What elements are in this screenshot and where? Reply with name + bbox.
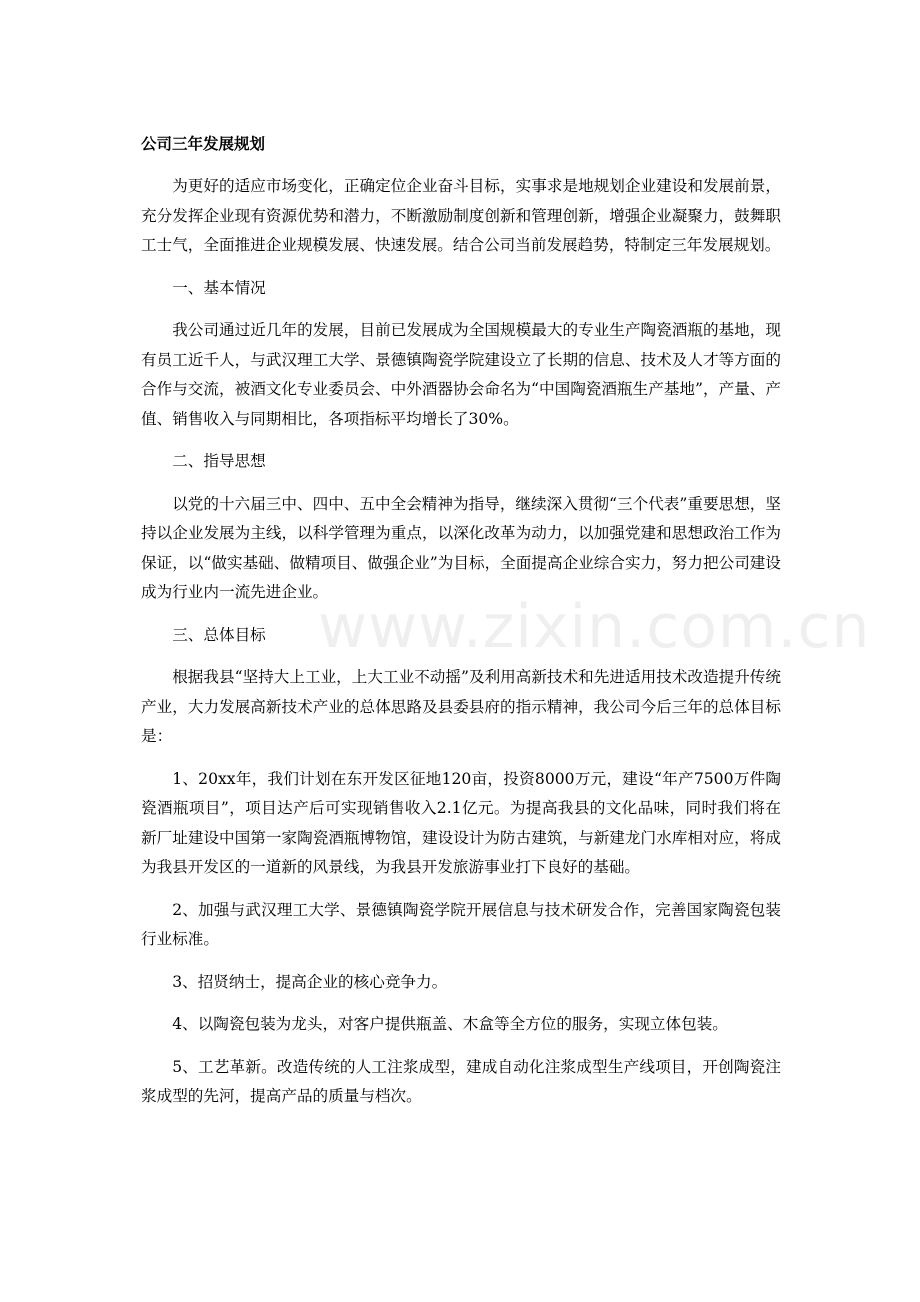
document-body: [141, 132, 781, 1125]
goal-item-2: 2、加强与武汉理工大学、景德镇陶瓷学院开展信息与技术研发合作，完善国家陶瓷包装行业标准。: [141, 900, 781, 948]
intro-paragraph: 为更好的适应市场变化，正确定位企业奋斗目标，实事求是地规划企业建设和发展前景，充分发挥企业现有资源优势和潜力，不断激励制度创新和管理创新，增强企业凝聚力，鼓舞职工士气，全面推进企业规模发展、快速发展。结合公司当前发展趋势，特制定三年发展规划。: [141, 177, 781, 254]
goal-item-4: 4、以陶瓷包装为龙头，对客户提供瓶盖、木盒等全方位的服务，实现立体包装。: [172, 1015, 728, 1033]
section-heading-basic-situation: 一、基本情况: [172, 278, 266, 297]
goal-item-5: 5、工艺革新。改造传统的人工注浆成型，建成自动化注浆成型生产线项目，开创陶瓷注浆成型的先河，提高产品的质量与档次。: [141, 1057, 781, 1105]
goal-item-3: 3、招贤纳士，提高企业的核心竞争力。: [172, 972, 448, 991]
guiding-ideology-paragraph: 以党的十六届三中、四中、五中全会精神为指导，继续深入贯彻“三个代表”重要思想，坚持以企业发展为主线，以科学管理为重点，以深化改革为动力，以加强党建和思想政治工作为保证，以“做实基础、做精项目、做强企业”为目标，全面提高企业综合实力，努力把公司建设成为行业内一流先进企业。: [141, 494, 781, 601]
section-heading-guiding-ideology: 二、指导思想: [172, 452, 266, 470]
basic-situation-paragraph: 我公司通过近几年的发展，目前已发展成为全国规模最大的专业生产陶瓷酒瓶的基地，现有员工近千人，与武汉理工大学、景德镇陶瓷学院建设立了长期的信息、技术及人才等方面的合作与交流，被酒文化专业委员会、中外酒器协会命名为“中国陶瓷酒瓶生产基地”，产量、产值、销售收入与同期相比，各项指标平均增长了30%。: [141, 321, 781, 428]
section-heading-overall-goals: 三、总体目标: [172, 625, 266, 644]
goal-item-1: 1、20xx年，我们计划在东开发区征地120亩，投资8000万元，建设“年产7500万件陶瓷酒瓶项目”，项目达产后可实现销售收入2.1亿元。为提高我县的文化品味，同时我们将在新厂址建设中国第一家陶瓷酒瓶博物馆，建设设计为防古建筑，与新建龙门水库相对应，将成为我县开发区的一道新的风景线，为我县开发旅游事业打下良好的基础。: [141, 769, 781, 876]
overall-goals-paragraph: 根据我县“坚持大上工业，上大工业不动摇”及利用高新技术和先进适用技术改造提升传统产业，大力发展高新技术产业的总体思路及县委县府的指示精神，我公司今后三年的总体目标是：: [141, 668, 781, 745]
document-title: 公司三年发展规划: [141, 135, 266, 153]
watermark: www.zixin.com.cn: [318, 592, 871, 662]
